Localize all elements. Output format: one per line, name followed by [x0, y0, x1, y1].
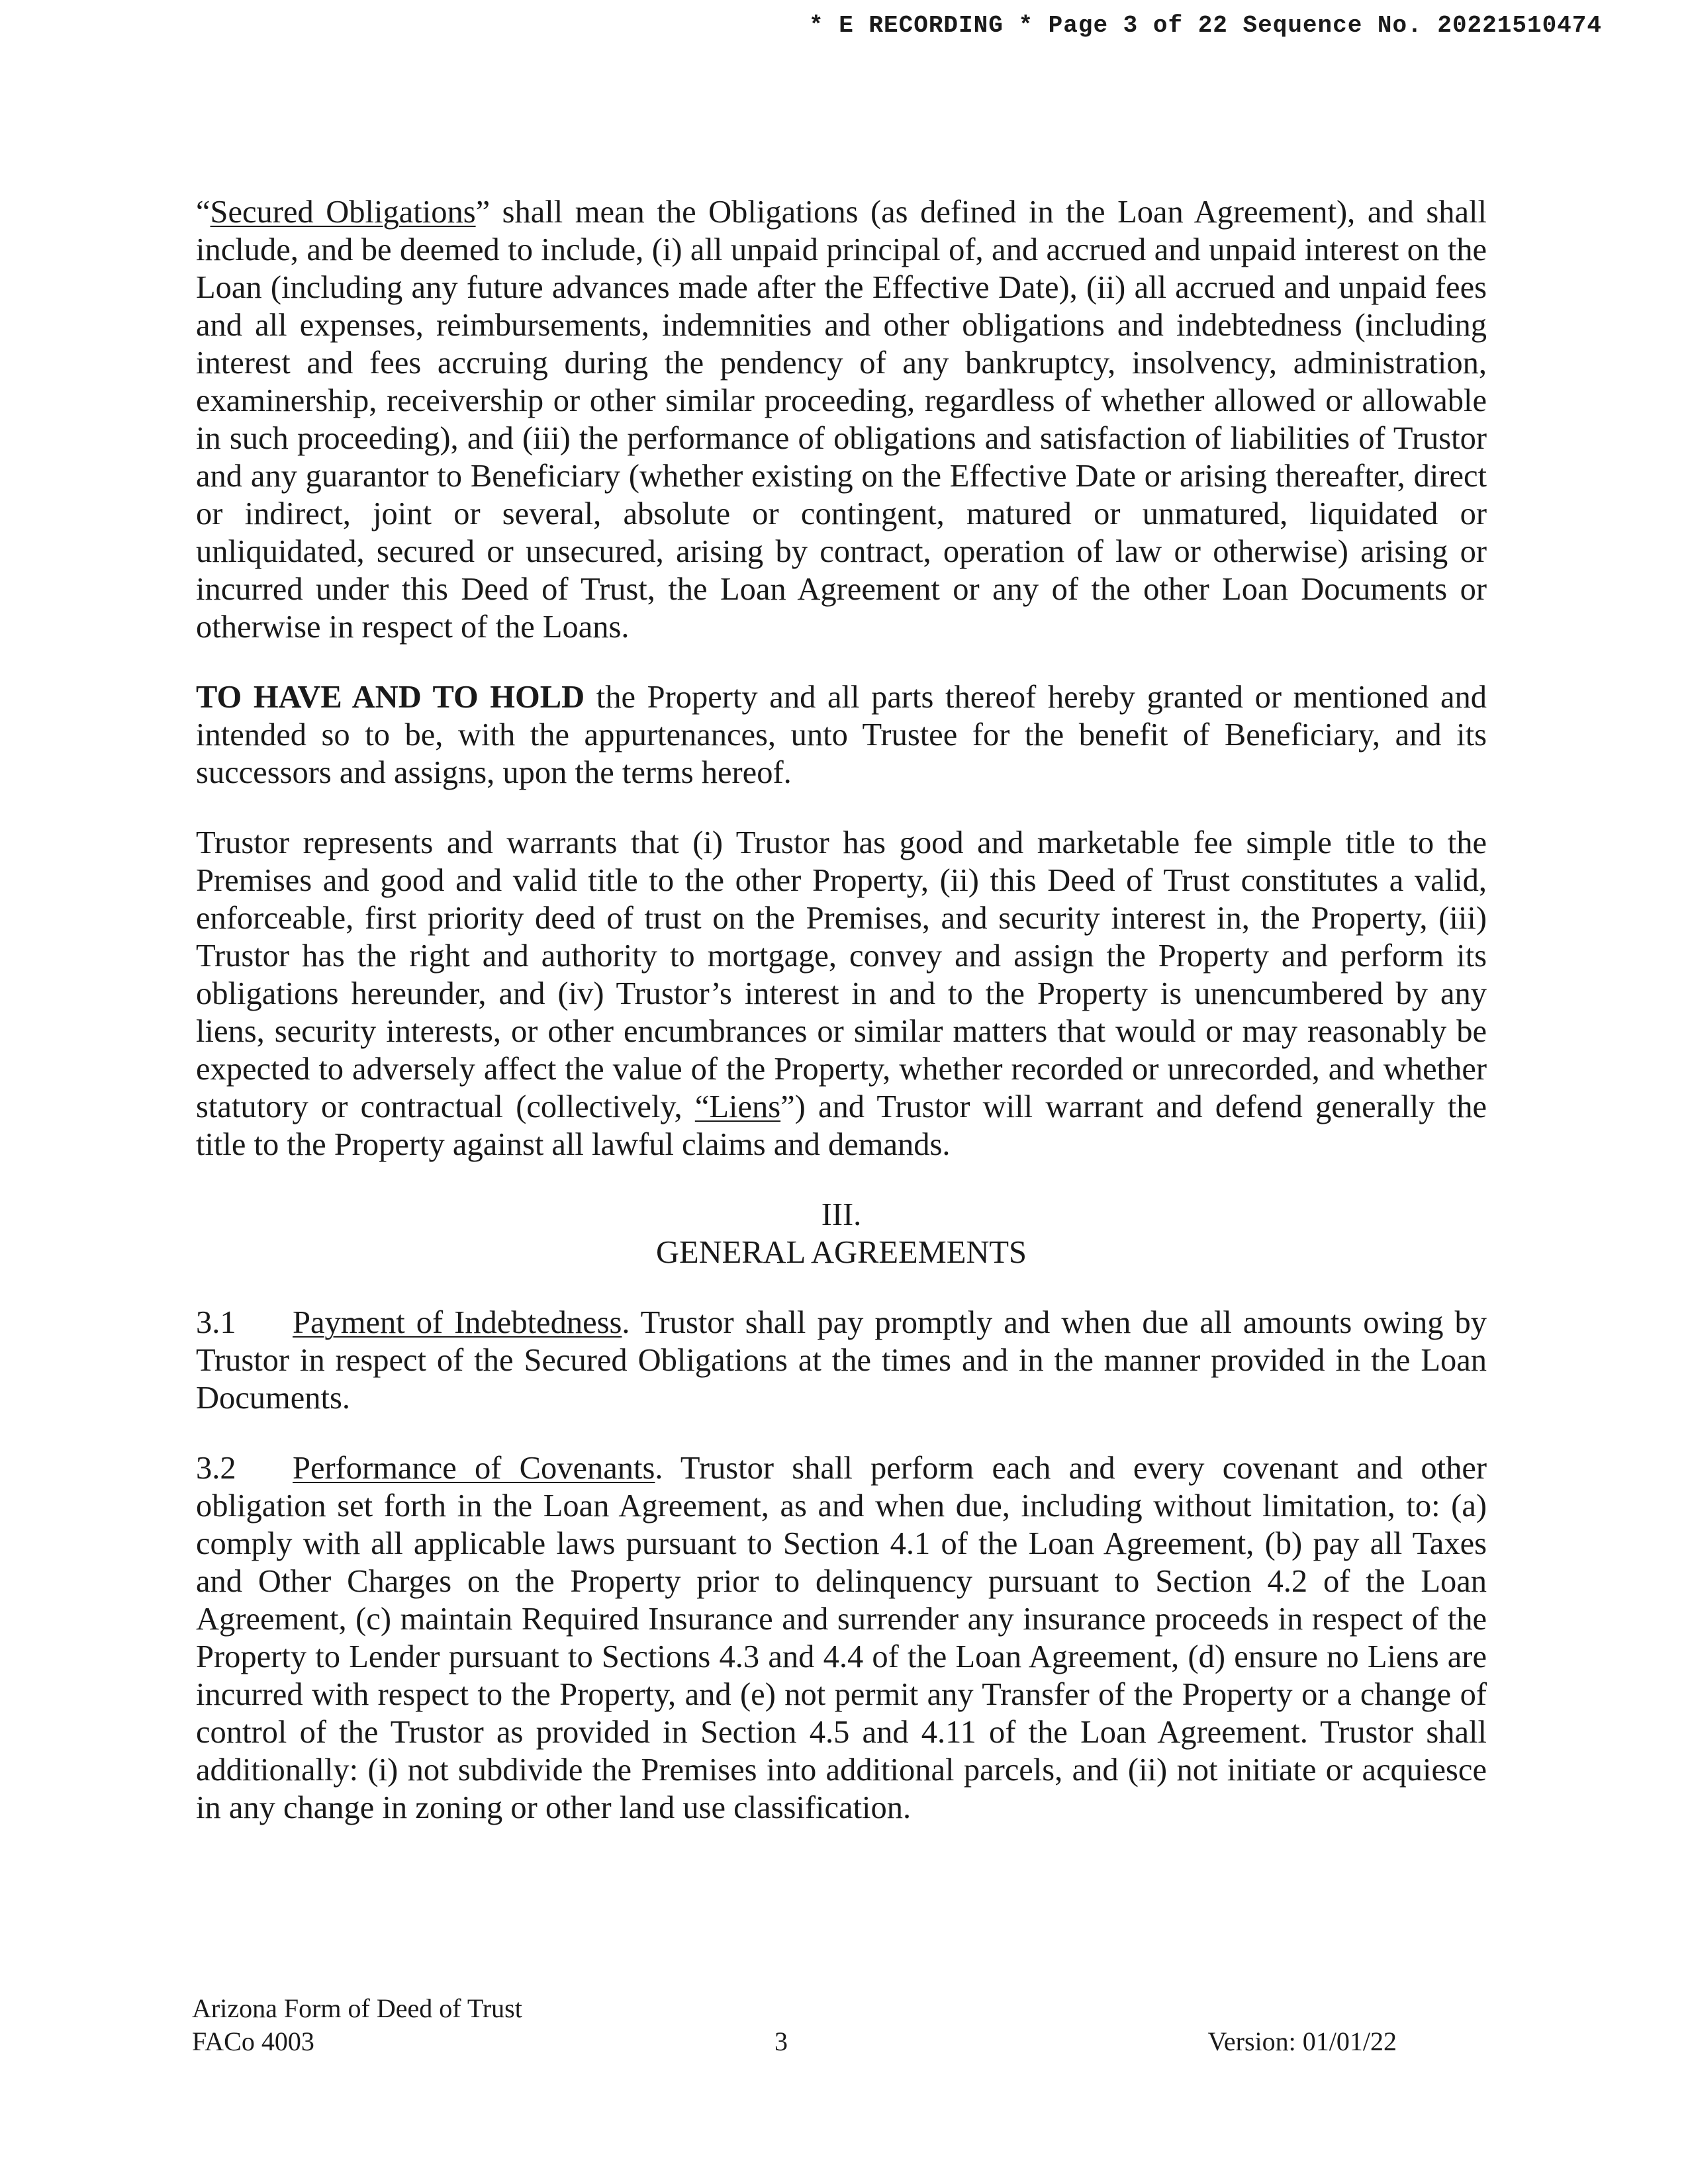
footer-version: Version: 01/01/22	[1207, 2026, 1397, 2056]
footer-form-info	[192, 1992, 522, 2058]
document-body	[196, 193, 1487, 1859]
open-quote: “	[196, 195, 211, 230]
section-number: 3.1	[196, 1305, 236, 1340]
recording-stamp: * E RECORDING * Page 3 of 22 Sequence No. 20221510474	[809, 12, 1602, 39]
section-text: . Trustor shall pay promptly and when due all amounts owing by Trustor in respect of the Secured Obligations at the times and in the manner provided in the Loan Documents.	[196, 1305, 1487, 1416]
section-caption: Performance of Covenants	[293, 1451, 655, 1486]
habendum-lead: TO HAVE AND TO HOLD	[196, 680, 585, 715]
representations-text-after: ”) and Trustor will warrant and defend generally the title to the Property against all lawful claims and demands.	[196, 1089, 1487, 1162]
secured-obligations-paragraph	[196, 193, 1487, 646]
defined-term-secured-obligations: Secured Obligations	[210, 195, 476, 230]
footer-form-name: Arizona Form of Deed of Trust	[192, 1993, 522, 2023]
section-caption: Payment of Indebtedness	[293, 1305, 622, 1340]
habendum-text: the Property and all parts thereof hereby granted or mentioned and intended so to be, with the appurtenances, unto Trustee for the benefit of Beneficiary, and its successors and assigns, upon the terms hereof.	[196, 680, 1487, 790]
secured-obligations-text: ” shall mean the Obligations (as defined in the Loan Agreement), and shall include, and be deemed to include, (i) all unpaid principal of, and accrued and unpaid interest on the Loan (including any future advances made after the Effective Date), (ii) all accrued and unpaid fees and all expenses, reimbursements, indemnities and other obligations and indebtedness (including interest and fees accruing during the pendency of any bankruptcy, insolvency, administration, examinership, receivership or other similar proceeding, regardless of whether allowed or allowable in such proceeding), and (iii) the performance of obligations and satisfaction of liabilities of Trustor and any guarantor to Beneficiary (whether existing on the Effective Date or arising thereafter, direct or indirect, joint or several, absolute or contingent, matured or unmatured, liquidated or unliquidated, secured or unsecured, arising by contract, operation of law or otherwise) arising or incurred under this Deed of Trust, the Loan Agreement or any of the other Loan Documents or otherwise in respect of the Loans.	[196, 195, 1487, 645]
article-title: GENERAL AGREEMENTS	[656, 1235, 1027, 1270]
section-3-2	[196, 1449, 1487, 1827]
article-heading	[196, 1196, 1487, 1271]
defined-term-liens: “Liens	[694, 1089, 781, 1124]
footer-page-number: 3	[774, 2026, 788, 2056]
section-number: 3.2	[196, 1451, 236, 1486]
section-3-1	[196, 1304, 1487, 1417]
footer-form-code: FACo 4003	[192, 2026, 314, 2056]
representations-paragraph	[196, 824, 1487, 1163]
representations-text-before: Trustor represents and warrants that (i) Trustor has good and marketable fee simple title to the Premises and good and valid title to the other Property, (ii) this Deed of Trust constitutes a valid, enforceable, first priority deed of trust on the Premises, and security interest in, the Property, (iii) Trustor has the right and authority to mortgage, convey and assign the Property and perform its obligations hereunder, and (iv) Trustor’s interest in and to the Property is unencumbered by any liens, security interests, or other encumbrances or similar matters that would or may reasonably be expected to adversely affect the value of the Property, whether recorded or unrecorded, and whether statutory or contractual (collectively,	[196, 825, 1487, 1124]
section-text: . Trustor shall perform each and every covenant and other obligation set forth in the Loan Agreement, as and when due, including without limitation, to: (a) comply with all applicable laws pursuant to Section 4.1 of the Loan Agreement, (b) pay all Taxes and Other Charges on the Property prior to delinquency pursuant to Section 4.2 of the Loan Agreement, (c) maintain Required Insurance and surrender any insurance proceeds in respect of the Property to Lender pursuant to Sections 4.3 and 4.4 of the Loan Agreement, (d) ensure no Liens are incurred with respect to the Property, and (e) not permit any Transfer of the Property or a change of control of the Trustor as provided in Section 4.5 and 4.11 of the Loan Agreement. Trustor shall additionally: (i) not subdivide the Premises into additional parcels, and (ii) not initiate or acquiesce in any change in zoning or other land use classification.	[196, 1451, 1487, 1825]
habendum-paragraph	[196, 678, 1487, 792]
article-number: III.	[821, 1197, 862, 1232]
